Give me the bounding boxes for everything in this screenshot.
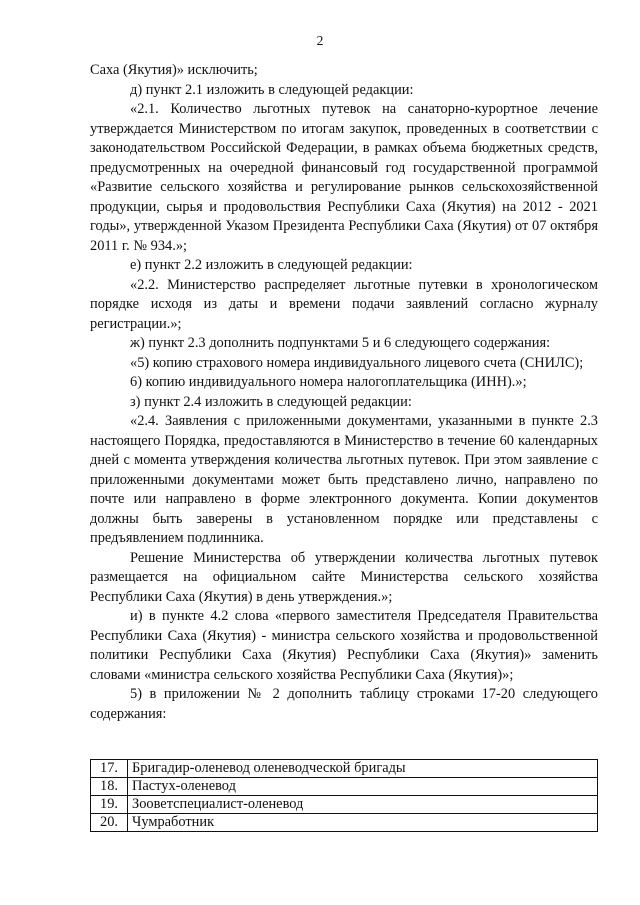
page-number: 2 (316, 33, 324, 48)
paragraph: ж) пункт 2.3 дополнить подпунктами 5 и 6 следующего содержания: (130, 335, 551, 351)
paragraph: з) пункт 2.4 изложить в следующей редакции: (130, 393, 412, 410)
document-body (90, 61, 598, 724)
paragraph: Саха (Якутия)» исключить; (90, 62, 258, 78)
row-number: 19. (91, 796, 128, 814)
positions-table (90, 759, 598, 832)
paragraph: 6) копию индивидуального номера налогоплательщика (ИНН).»; (130, 374, 527, 390)
paragraph: «2.2. Министерство распределяет льготные путевки в хронологическом порядке исходя из даты и времени подачи заявлений согласно журналу регистрации.»; (90, 276, 598, 332)
table-row (91, 814, 598, 832)
table-row (91, 778, 598, 796)
row-text: Чумработник (128, 814, 598, 832)
paragraph: е) пункт 2.2 изложить в следующей редакции: (130, 257, 413, 273)
row-text: Зооветспециалист-оленевод (128, 796, 598, 814)
paragraph: и) в пункте 4.2 слова «первого заместителя Председателя Правительства Республики Саха (Якутия) - министра сельского хозяйства и продовольственной политики Республики Саха (Якутия) Республики Саха (Якутия)» заменить словами «министра сельского хозяйства Республики Саха (Якутия)»; (90, 608, 598, 683)
paragraph: «5) копию страхового номера индивидуального лицевого счета (СНИЛС); (130, 354, 584, 371)
table-row (91, 796, 598, 814)
row-number: 20. (91, 814, 128, 832)
row-text: Бригадир-оленевод оленеводческой бригады (128, 760, 598, 778)
row-text: Пастух-оленевод (128, 778, 598, 796)
paragraph: «2.1. Количество льготных путевок на санаторно-курортное лечение утверждается Министерством по итогам закупок, проведенных в соответствии с законодательством Российской Федерации, в рамках объема бюджетных средств, предусмотренных на очередной финансовый год государственной программой «Развитие сельского хозяйства и регулирование рынков сельскохозяйственной продукции, сырья и продовольствия Республики Саха (Якутия) на 2012 - 2021 годы», утвержденной Указом Президента Республики Саха (Якутия) от 07 октября 2011 г. № 934.»; (90, 101, 598, 254)
paragraph: 5) в приложении № 2 дополнить таблицу строками 17-20 следующего содержания: (90, 686, 598, 722)
table-row (91, 760, 598, 778)
row-number: 18. (91, 778, 128, 796)
paragraph: «2.4. Заявления с приложенными документами, указанными в пункте 2.3 настоящего Порядка, предоставляются в Министерство в течение 60 календарных дней с момента утверждения количества льготных путевок. При этом заявление с приложенными документами может быть представлено лично, направлено по почте или направлено в форме электронного документа. Копии документов должны быть заверены в установленном порядке или представлены с предъявлением подлинника. (90, 413, 598, 546)
row-number: 17. (91, 760, 128, 778)
paragraph: д) пункт 2.1 изложить в следующей редакции: (130, 81, 414, 98)
paragraph: Решение Министерства об утверждении количества льготных путевок размещается на официальном сайте Министерства сельского хозяйства Республики Саха (Якутия) в день утверждения.»; (90, 549, 598, 605)
